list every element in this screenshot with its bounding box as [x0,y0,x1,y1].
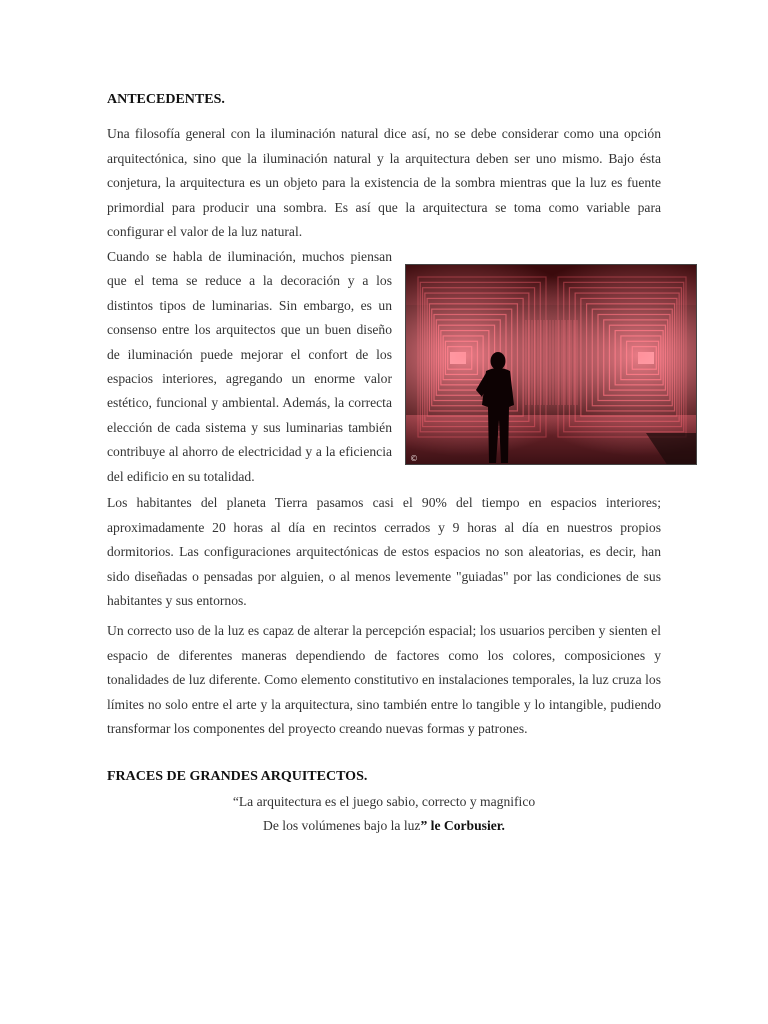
section-heading-antecedentes: ANTECEDENTES. [107,92,225,107]
light-installation-photo [405,264,697,465]
quote-line-1: “La arquitectura es el juego sabio, correcto y magnifico [232,794,536,809]
copyright-mark: © [410,454,418,463]
quote-author: ” le Corbusier. [420,818,505,833]
quote-text: De los volúmenes bajo la luz [263,818,421,833]
paragraph-lighting: Cuando se habla de iluminación, muchos piensan que el tema se reduce a la decoración y a los distintos tipos de luminarias. Sin embargo, es un consenso entre los arquitectos que un buen diseño de iluminación puede mejorar el confort de los espacios interiores, agregando un enorme valor estético, funcional y ambiental. Además, la correcta elección de cada sistema y sus luminarias también contribuye al ahorro de electricidad y a la eficiencia del edificio en su totalidad. [107,249,392,484]
quote-line-2 [0,818,768,834]
paragraph-light-use: Un correcto uso de la luz es capaz de alterar la percepción espacial; los usuarios perciben y sienten el espacio de diferentes maneras dependiendo de factores como los colores, composiciones y tonalidades de luz diferente. Como elemento constitutivo en instalaciones temporales, la luz cruza los límites no solo entre el arte y la arquitectura, sino también entre lo tangible y lo intangible, pudiendo transformar los componentes del proyecto creando nuevas formas y patrones. [107,623,661,737]
paragraph-intro: Una filosofía general con la iluminación natural dice así, no se debe considerar como una opción arquitectónica, sino que la iluminación natural y la arquitectura deben ser uno mismo. Bajo ésta conjetura, la arquitectura es un objeto para la existencia de la sombra mientras que la luz es fuente primordial para producir una sombra. Es así que la arquitectura se toma como variable para configurar el valor de la luz natural. [107,126,661,240]
paragraph-inhabitants: Los habitantes del planeta Tierra pasamos casi el 90% del tiempo en espacios interiores; aproximadamente 20 horas al día en recintos cerrados y 9 horas al día en nuestros propios dormitorios. Las configuraciones arquitectónicas de estos espacios no son aleatorias, es decir, han sido diseñadas o pensadas por alguien, o al menos levemente "guiadas" por las condiciones de sus habitantes y sus entornos. [107,495,661,609]
light-tunnel-illustration [406,265,697,465]
section-heading-frases: FRACES DE GRANDES ARQUITECTOS. [107,769,368,784]
